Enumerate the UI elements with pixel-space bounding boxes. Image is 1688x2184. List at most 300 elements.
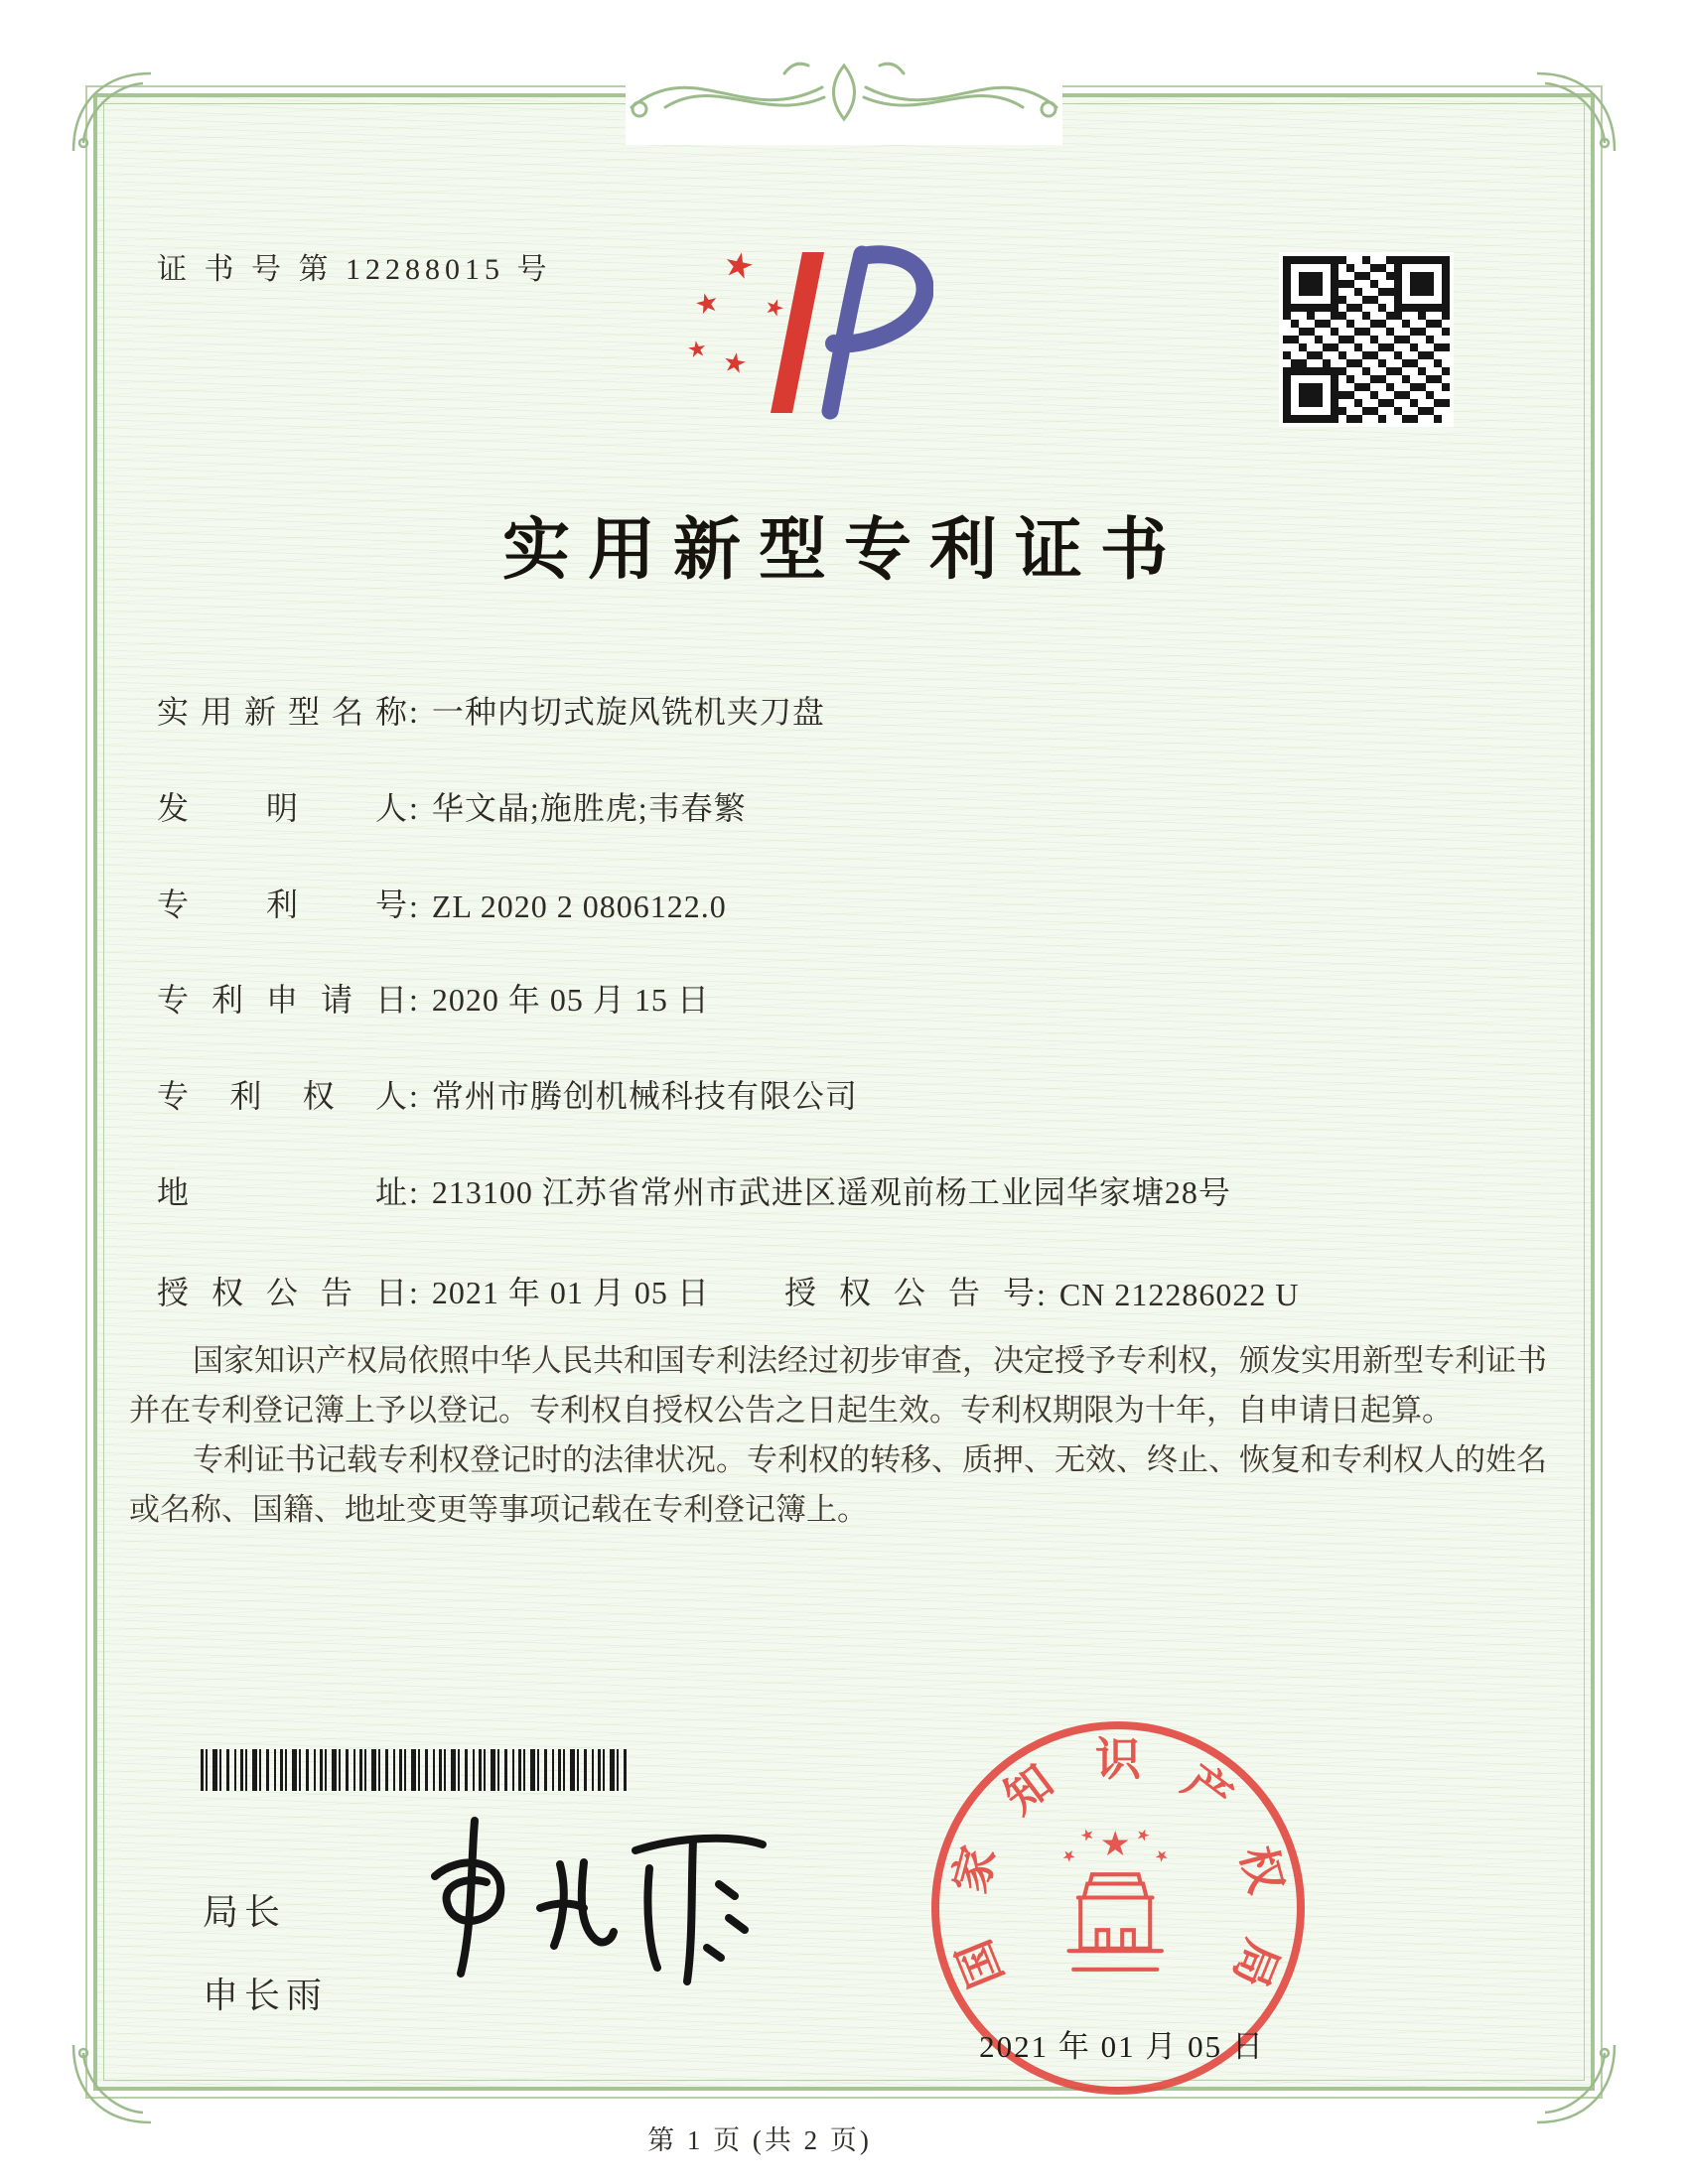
qr-module <box>1299 280 1307 288</box>
qr-module <box>1338 296 1346 304</box>
qr-module <box>1307 367 1315 375</box>
qr-module <box>1378 367 1386 375</box>
qr-module <box>1394 399 1402 407</box>
qr-module <box>1434 336 1442 343</box>
qr-module <box>1291 304 1299 312</box>
qr-module <box>1362 304 1370 312</box>
seal-char: 产 <box>1174 1754 1242 1824</box>
qr-module <box>1331 320 1338 328</box>
qr-module <box>1378 383 1386 391</box>
qr-module <box>1331 375 1338 383</box>
qr-module <box>1370 367 1378 375</box>
qr-module <box>1331 391 1338 399</box>
qr-module <box>1426 415 1434 423</box>
field-colon: : <box>409 1275 418 1310</box>
qr-module <box>1338 399 1346 407</box>
qr-module <box>1338 288 1346 296</box>
qr-module <box>1307 280 1315 288</box>
qr-module <box>1370 320 1378 328</box>
qr-module <box>1331 415 1338 423</box>
qr-module <box>1434 407 1442 415</box>
qr-module <box>1386 367 1394 375</box>
qr-module <box>1346 288 1354 296</box>
qr-module <box>1315 343 1323 351</box>
barcode-icon <box>201 1749 630 1791</box>
qr-module <box>1394 256 1402 264</box>
qr-module <box>1370 328 1378 336</box>
qr-module <box>1434 288 1442 296</box>
qr-module <box>1307 399 1315 407</box>
qr-module <box>1338 391 1346 399</box>
qr-module <box>1299 296 1307 304</box>
qr-module <box>1315 280 1323 288</box>
qr-module <box>1315 272 1323 280</box>
qr-module <box>1283 312 1291 320</box>
field-label: 专利申请日 <box>157 982 407 1018</box>
qr-module <box>1362 383 1370 391</box>
qr-module <box>1418 383 1426 391</box>
qr-module <box>1354 304 1362 312</box>
qr-module <box>1362 415 1370 423</box>
qr-module <box>1354 343 1362 351</box>
qr-module <box>1394 407 1402 415</box>
field-value: 华文晶;施胜虎;韦春繁 <box>431 790 747 826</box>
qr-module <box>1299 415 1307 423</box>
qr-module <box>1307 391 1315 399</box>
corner-flourish-icon <box>1533 2041 1618 2126</box>
qr-module <box>1299 272 1307 280</box>
qr-module <box>1354 296 1362 304</box>
qr-module <box>1307 288 1315 296</box>
qr-module <box>1299 343 1307 351</box>
qr-module <box>1442 304 1450 312</box>
qr-module <box>1370 351 1378 359</box>
qr-module <box>1386 336 1394 343</box>
qr-module <box>1291 367 1299 375</box>
qr-module <box>1402 304 1410 312</box>
qr-module <box>1402 336 1410 343</box>
qr-module <box>1299 312 1307 320</box>
cnipa-logo-icon <box>683 242 933 423</box>
qr-module <box>1307 415 1315 423</box>
qr-module <box>1426 343 1434 351</box>
qr-module <box>1402 407 1410 415</box>
qr-module <box>1323 391 1331 399</box>
qr-module <box>1410 383 1418 391</box>
top-flourish-icon <box>626 36 1062 145</box>
qr-module <box>1323 415 1331 423</box>
qr-module <box>1362 312 1370 320</box>
qr-module <box>1442 288 1450 296</box>
qr-module <box>1307 256 1315 264</box>
qr-module <box>1323 328 1331 336</box>
qr-module <box>1378 320 1386 328</box>
qr-module <box>1402 256 1410 264</box>
qr-module <box>1394 367 1402 375</box>
qr-module <box>1331 264 1338 272</box>
qr-module <box>1410 304 1418 312</box>
qr-module <box>1378 296 1386 304</box>
qr-module <box>1315 399 1323 407</box>
qr-module <box>1410 415 1418 423</box>
qr-module <box>1442 343 1450 351</box>
qr-module <box>1418 288 1426 296</box>
qr-module <box>1346 407 1354 415</box>
qr-module <box>1394 304 1402 312</box>
field-value: 2020 年 05 月 15 日 <box>431 982 710 1018</box>
qr-module <box>1362 272 1370 280</box>
qr-module <box>1378 328 1386 336</box>
qr-module <box>1386 343 1394 351</box>
qr-module <box>1370 280 1378 288</box>
qr-module <box>1378 351 1386 359</box>
corner-flourish-icon <box>1533 69 1618 155</box>
qr-module <box>1346 343 1354 351</box>
qr-module <box>1307 407 1315 415</box>
qr-module <box>1442 351 1450 359</box>
qr-module <box>1346 264 1354 272</box>
qr-module <box>1315 391 1323 399</box>
qr-module <box>1291 272 1299 280</box>
qr-module <box>1434 264 1442 272</box>
qr-module <box>1307 336 1315 343</box>
qr-module <box>1426 359 1434 367</box>
qr-module <box>1331 343 1338 351</box>
qr-module <box>1323 383 1331 391</box>
qr-module <box>1410 264 1418 272</box>
qr-module <box>1362 288 1370 296</box>
qr-module <box>1418 272 1426 280</box>
qr-module <box>1378 312 1386 320</box>
qr-module <box>1386 351 1394 359</box>
qr-module <box>1434 343 1442 351</box>
qr-module <box>1307 320 1315 328</box>
qr-module <box>1426 320 1434 328</box>
qr-module <box>1402 351 1410 359</box>
qr-module <box>1410 336 1418 343</box>
qr-module <box>1338 351 1346 359</box>
qr-module <box>1386 320 1394 328</box>
qr-module <box>1346 328 1354 336</box>
officer-title: 局长 <box>203 1891 287 1932</box>
qr-module <box>1378 336 1386 343</box>
qr-module <box>1346 280 1354 288</box>
qr-module <box>1331 296 1338 304</box>
qr-module <box>1307 264 1315 272</box>
qr-module <box>1378 391 1386 399</box>
qr-module <box>1442 312 1450 320</box>
qr-module <box>1331 351 1338 359</box>
officer-name: 申长雨 <box>203 1975 329 2015</box>
qr-module <box>1410 280 1418 288</box>
qr-module <box>1283 288 1291 296</box>
qr-module <box>1426 351 1434 359</box>
qr-module <box>1315 375 1323 383</box>
qr-module <box>1394 280 1402 288</box>
qr-module <box>1434 351 1442 359</box>
qr-module <box>1386 383 1394 391</box>
qr-module <box>1307 296 1315 304</box>
qr-module <box>1307 375 1315 383</box>
qr-module <box>1426 336 1434 343</box>
qr-module <box>1442 359 1450 367</box>
qr-module <box>1410 320 1418 328</box>
field-colon: : <box>409 694 418 730</box>
qr-module <box>1442 280 1450 288</box>
field-row-filing-date <box>157 975 1567 1021</box>
qr-module <box>1410 256 1418 264</box>
qr-module <box>1402 391 1410 399</box>
qr-module <box>1291 328 1299 336</box>
national-emblem-icon <box>1046 1822 1185 1995</box>
qr-module <box>1434 415 1442 423</box>
qr-module <box>1307 328 1315 336</box>
seal-char: 权 <box>1230 1841 1293 1899</box>
qr-module <box>1418 399 1426 407</box>
qr-module <box>1283 343 1291 351</box>
qr-module <box>1418 304 1426 312</box>
qr-module <box>1378 359 1386 367</box>
qr-module <box>1291 399 1299 407</box>
qr-module <box>1307 304 1315 312</box>
seal-char: 识 <box>1095 1733 1141 1785</box>
qr-module <box>1283 264 1291 272</box>
qr-module <box>1410 351 1418 359</box>
qr-module <box>1370 343 1378 351</box>
qr-module <box>1291 375 1299 383</box>
qr-module <box>1434 383 1442 391</box>
qr-module <box>1338 272 1346 280</box>
qr-module <box>1402 367 1410 375</box>
qr-module <box>1402 359 1410 367</box>
qr-module <box>1442 336 1450 343</box>
qr-module <box>1426 264 1434 272</box>
qr-module <box>1370 272 1378 280</box>
qr-module <box>1378 288 1386 296</box>
qr-module <box>1370 336 1378 343</box>
qr-module <box>1331 312 1338 320</box>
qr-module <box>1338 383 1346 391</box>
field-row-grant <box>157 1268 1567 1313</box>
qr-module <box>1354 320 1362 328</box>
field-label: 专利权人 <box>157 1078 407 1114</box>
qr-module <box>1418 280 1426 288</box>
qr-module <box>1315 296 1323 304</box>
qr-module <box>1299 375 1307 383</box>
qr-module <box>1362 296 1370 304</box>
qr-module <box>1410 272 1418 280</box>
qr-module <box>1323 312 1331 320</box>
qr-module <box>1410 296 1418 304</box>
field-row-inventors <box>157 783 1567 829</box>
qr-module <box>1331 272 1338 280</box>
qr-module <box>1307 343 1315 351</box>
qr-module <box>1386 280 1394 288</box>
qr-module <box>1346 383 1354 391</box>
qr-module <box>1291 296 1299 304</box>
qr-module <box>1323 343 1331 351</box>
qr-module <box>1283 391 1291 399</box>
qr-module <box>1426 383 1434 391</box>
qr-module <box>1426 296 1434 304</box>
qr-module <box>1402 383 1410 391</box>
qr-module <box>1386 264 1394 272</box>
qr-module <box>1418 343 1426 351</box>
qr-module <box>1362 343 1370 351</box>
qr-module <box>1315 320 1323 328</box>
qr-module <box>1354 383 1362 391</box>
qr-module <box>1291 351 1299 359</box>
field-colon: : <box>409 1078 418 1114</box>
field-row-patentee <box>157 1071 1567 1117</box>
qr-module <box>1362 407 1370 415</box>
qr-module <box>1346 391 1354 399</box>
qr-module <box>1315 336 1323 343</box>
handwritten-signature-icon <box>409 1807 806 2005</box>
qr-module <box>1338 264 1346 272</box>
seal-char: 国 <box>947 1933 1013 1995</box>
qr-module <box>1331 407 1338 415</box>
qr-module <box>1426 407 1434 415</box>
qr-module <box>1323 272 1331 280</box>
qr-module <box>1418 320 1426 328</box>
seal-char: 家 <box>943 1841 1006 1899</box>
qr-module <box>1338 407 1346 415</box>
field-label: 地址 <box>157 1174 407 1210</box>
qr-module <box>1299 288 1307 296</box>
qr-module <box>1315 264 1323 272</box>
qr-module <box>1331 304 1338 312</box>
qr-module <box>1283 280 1291 288</box>
qr-module <box>1346 399 1354 407</box>
qr-module <box>1362 256 1370 264</box>
qr-module <box>1394 391 1402 399</box>
qr-module <box>1346 312 1354 320</box>
field-label: 发明人 <box>157 790 407 826</box>
qr-module <box>1434 328 1442 336</box>
qr-module <box>1418 264 1426 272</box>
qr-module <box>1378 407 1386 415</box>
qr-module <box>1283 328 1291 336</box>
qr-module <box>1338 280 1346 288</box>
qr-module <box>1362 367 1370 375</box>
qr-module <box>1378 272 1386 280</box>
qr-module <box>1434 375 1442 383</box>
field-label: 授权公告日 <box>157 1275 407 1310</box>
qr-module <box>1291 343 1299 351</box>
field-value: 213100 江苏省常州市武进区遥观前杨工业园华家塘28号 <box>431 1174 1231 1210</box>
qr-module <box>1362 336 1370 343</box>
qr-module <box>1402 280 1410 288</box>
qr-module <box>1331 328 1338 336</box>
qr-module <box>1338 328 1346 336</box>
qr-module <box>1418 312 1426 320</box>
qr-module <box>1426 367 1434 375</box>
qr-module <box>1323 375 1331 383</box>
qr-module <box>1370 383 1378 391</box>
qr-module <box>1338 312 1346 320</box>
qr-module <box>1426 399 1434 407</box>
qr-module <box>1299 407 1307 415</box>
qr-module <box>1315 256 1323 264</box>
qr-module <box>1394 312 1402 320</box>
qr-module <box>1283 296 1291 304</box>
qr-module <box>1426 304 1434 312</box>
qr-module <box>1386 407 1394 415</box>
qr-module <box>1386 375 1394 383</box>
qr-module <box>1331 280 1338 288</box>
qr-module <box>1402 296 1410 304</box>
qr-module <box>1338 375 1346 383</box>
qr-module <box>1354 288 1362 296</box>
field-value: ZL 2020 2 0806122.0 <box>431 888 727 924</box>
qr-module <box>1370 375 1378 383</box>
qr-module <box>1307 359 1315 367</box>
qr-module <box>1410 312 1418 320</box>
qr-module <box>1442 407 1450 415</box>
qr-module <box>1386 415 1394 423</box>
qr-module <box>1299 264 1307 272</box>
qr-module <box>1434 272 1442 280</box>
qr-module <box>1442 256 1450 264</box>
qr-module <box>1442 320 1450 328</box>
qr-module <box>1346 351 1354 359</box>
qr-module <box>1354 391 1362 399</box>
qr-module <box>1442 367 1450 375</box>
qr-module <box>1418 351 1426 359</box>
legal-paragraph-2: 专利证书记载专利权登记时的法律状况。专利权的转移、质押、无效、终止、恢复和专利权人的姓名或名称、国籍、地址变更等事项记载在专利登记簿上。 <box>129 1442 1547 1527</box>
qr-module <box>1338 343 1346 351</box>
qr-module <box>1354 359 1362 367</box>
qr-module <box>1331 336 1338 343</box>
qr-module <box>1442 399 1450 407</box>
qr-module <box>1402 320 1410 328</box>
qr-module <box>1442 391 1450 399</box>
qr-module <box>1394 383 1402 391</box>
qr-module <box>1394 375 1402 383</box>
qr-module <box>1338 320 1346 328</box>
qr-module <box>1402 375 1410 383</box>
qr-module <box>1370 415 1378 423</box>
legal-text <box>129 1336 1547 1535</box>
qr-code-icon <box>1279 252 1454 427</box>
qr-module <box>1370 399 1378 407</box>
qr-module <box>1291 383 1299 391</box>
qr-module <box>1331 359 1338 367</box>
qr-module <box>1410 399 1418 407</box>
qr-module <box>1370 391 1378 399</box>
field-colon: : <box>1037 1277 1046 1312</box>
qr-module <box>1362 399 1370 407</box>
qr-module <box>1370 264 1378 272</box>
qr-module <box>1418 367 1426 375</box>
field-value: 2021 年 01 月 05 日 <box>431 1275 710 1310</box>
qr-module <box>1299 359 1307 367</box>
qr-module <box>1323 288 1331 296</box>
qr-module <box>1410 375 1418 383</box>
qr-module <box>1426 288 1434 296</box>
qr-module <box>1346 320 1354 328</box>
qr-module <box>1442 328 1450 336</box>
field-colon: : <box>409 1174 418 1210</box>
qr-module <box>1346 256 1354 264</box>
qr-module <box>1418 359 1426 367</box>
qr-module <box>1410 391 1418 399</box>
qr-module <box>1370 359 1378 367</box>
qr-module <box>1346 415 1354 423</box>
qr-module <box>1346 296 1354 304</box>
qr-module <box>1338 256 1346 264</box>
